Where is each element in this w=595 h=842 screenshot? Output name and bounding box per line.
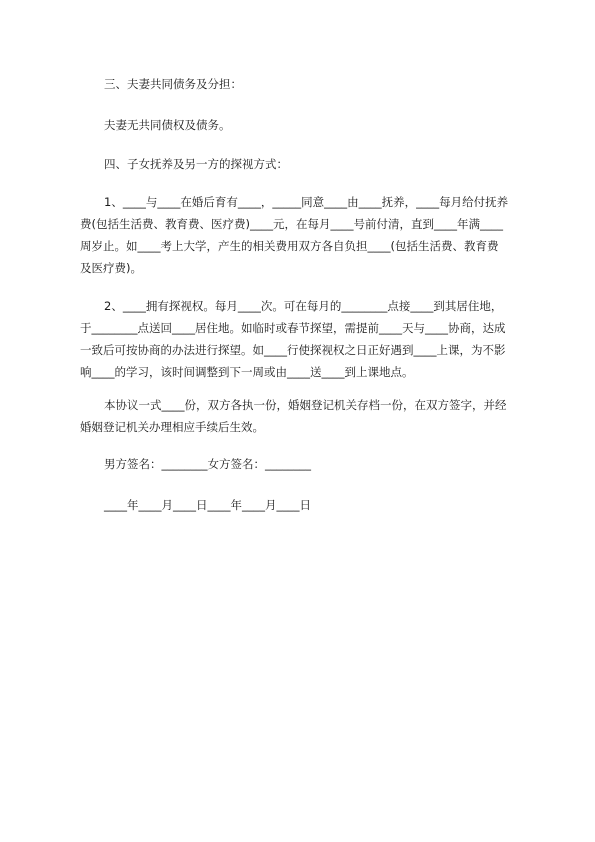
section-three-heading-text: 三、夫妻共同债务及分担： bbox=[104, 77, 242, 91]
clause-one-paragraph bbox=[80, 191, 520, 279]
section-three-heading bbox=[80, 73, 520, 95]
clause-two-line: 响____的学习，该时间调整到下一周或由____送____到上课地点。 bbox=[80, 365, 414, 379]
agreement-line: 本协议一式____份，双方各执一份，婚姻登记机关存档一份，在双方签字，并经 bbox=[104, 398, 507, 412]
section-three-body-text: 夫妻无共同债权及债务。 bbox=[104, 118, 231, 132]
clause-two-line: 于________点送回____居住地。如临时或春节探望，需提前____天与____协商，达成 bbox=[80, 321, 506, 335]
clause-one-line: 费(包括生活费、教育费、医疗费)____元，在每月____号前付清，直到____年满____ bbox=[80, 217, 503, 231]
signature-block bbox=[80, 453, 520, 475]
section-four-heading-text: 四、子女抚养及另一方的探视方式： bbox=[104, 157, 288, 171]
date-line: ____年____月____日____年____月____日 bbox=[104, 498, 311, 512]
section-three-body bbox=[80, 114, 520, 136]
section-four-heading bbox=[80, 153, 520, 175]
clause-two-line: 一致后可按协商的办法进行探望。如____行使探视权之日正好遇到____上课，为不影 bbox=[80, 343, 506, 357]
clause-one-line: 周岁止。如____考上大学，产生的相关费用双方各自负担____(包括生活费、教育费 bbox=[80, 239, 499, 253]
agreement-line: 婚姻登记机关办理相应手续后生效。 bbox=[80, 420, 264, 434]
signature-line: 男方签名：________女方签名：________ bbox=[104, 457, 311, 471]
clause-two-paragraph bbox=[80, 295, 520, 383]
date-block bbox=[80, 494, 520, 516]
clause-two-line: 2、____拥有探视权。每月____次。可在每月的________点接____到其居住地， bbox=[104, 299, 503, 313]
clause-one-line: 及医疗费)。 bbox=[80, 261, 142, 275]
agreement-paragraph bbox=[80, 394, 520, 438]
clause-one-line: 1、____与____在婚后育有____，_____同意____由____抚养，____每月给付抚养 bbox=[104, 195, 509, 209]
